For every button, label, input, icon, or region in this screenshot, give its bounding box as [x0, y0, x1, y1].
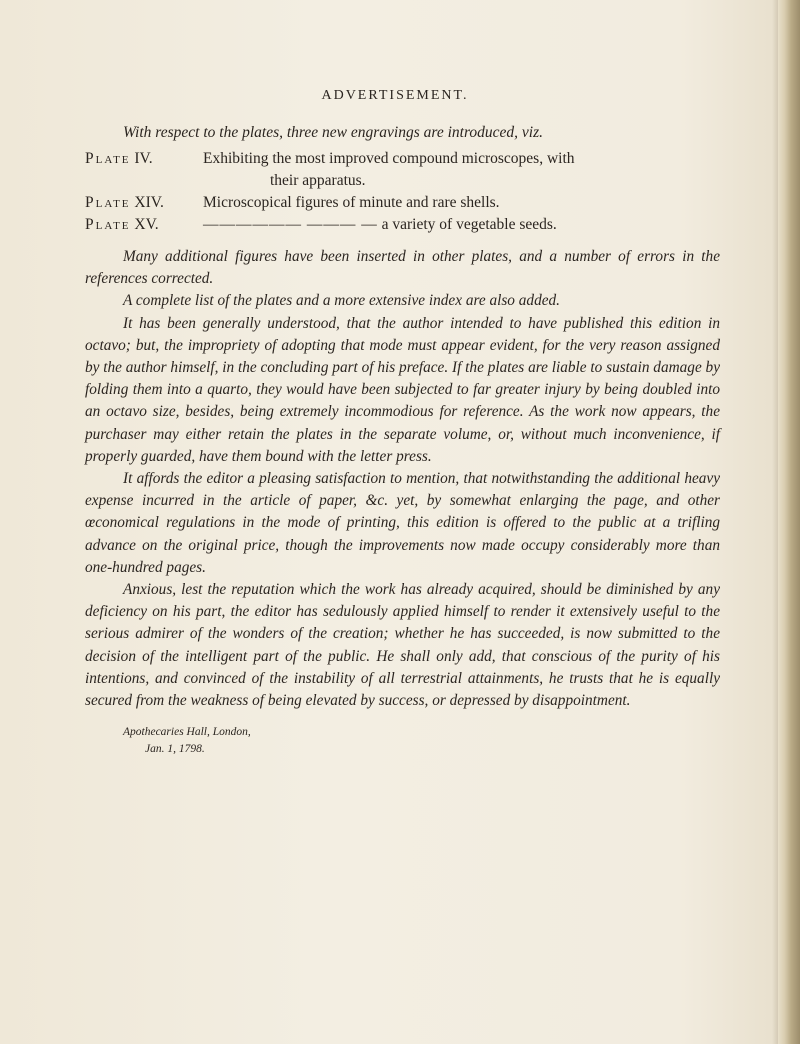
paragraph-octavo: It has been generally understood, that the author intended to have published this edition in octavo; but, the impropriety of adopting that mode must appear evident, for the very reason assigned by the author himself, in the concluding part of his preface. If the plates are liable to sustain damage by folding them into a quarto, they would have been subjected to far greater injury by being doubled into an octavo size, besides, being extremely incommodious for reference. As the work now appears, the purchaser may either retain the plates in the separate volume, or, without much inconvenience, if properly guarded, have them bound with the letter press.	[85, 314, 720, 465]
paragraph-expense: It affords the editor a pleasing satisfaction to mention, that notwithstanding the additional heavy expense incurred in the article of paper, &c. yet, by somewhat enlarging the page, and other œconomical regulations in the mode of printing, this edition is offered to the public at a trifling advance on the original price, though the improvements now made occupy considerably more than one-hundred pages.	[85, 470, 720, 576]
paragraph-index: A complete list of the plates and a more extensive index are also added.	[123, 292, 560, 310]
imprint-place: Apothecaries Hall, London,	[123, 726, 251, 739]
paragraph-additional-figures: Many additional figures have been inserted in other plates, and a number of errors in the references corrected.	[85, 248, 720, 288]
plate-entry-xv	[85, 214, 720, 236]
plate-label: Plate	[85, 150, 131, 167]
page-edge	[778, 0, 800, 1044]
intro-line: With respect to the plates, three new engravings are introduced, viz.	[123, 124, 543, 141]
plate-description-continued: their apparatus.	[270, 172, 366, 189]
imprint-date: Jan. 1, 1798.	[145, 743, 205, 756]
plate-description: a variety of vegetable seeds.	[381, 216, 557, 233]
plate-number: IV.	[134, 150, 153, 167]
plate-label: Plate	[85, 194, 131, 211]
plate-label: Plate	[85, 216, 131, 233]
plate-description: Exhibiting the most improved compound microscopes, with	[203, 150, 575, 167]
paragraph-anxious: Anxious, lest the reputation which the work has already acquired, should be diminished by any deficiency on his part, the editor has sedulously applied himself to render it extensively useful to the serious admirer of the wonders of the creation; whether he has succeeded, is now submitted to the decision of the intelligent part of the public. He shall only add, that conscious of the purity of his intentions, and convinced of the instability of all terrestrial attainments, he trusts that he is equally secured from the weakness of being elevated by success, or depressed by disappointment.	[85, 581, 720, 710]
page-header: ADVERTISEMENT.	[321, 88, 469, 103]
plate-number: XV.	[134, 216, 159, 233]
imprint	[123, 724, 720, 758]
plate-entry-xiv	[85, 192, 720, 214]
plate-entry-iv	[85, 148, 720, 170]
plate-number: XIV.	[134, 194, 164, 211]
advertisement-body	[85, 122, 720, 758]
plate-description: Microscopical figures of minute and rare shells.	[203, 194, 500, 211]
ditto-dashes: —————— ——— —	[203, 216, 378, 233]
